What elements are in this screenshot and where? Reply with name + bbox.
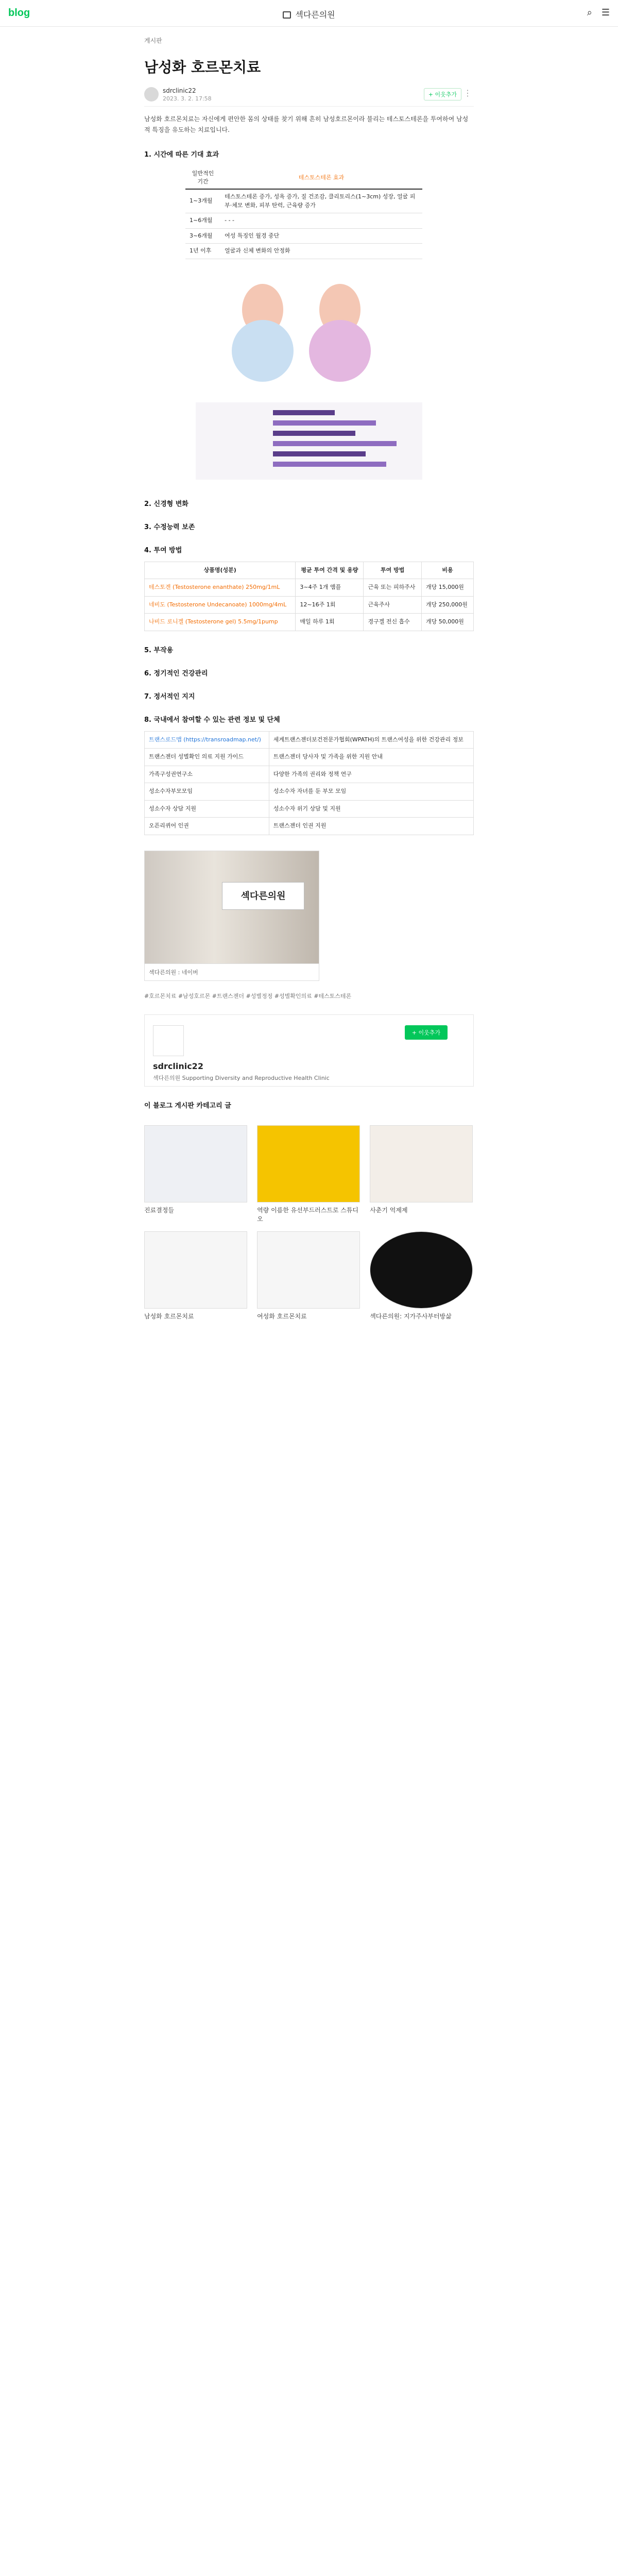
post-date: 2023. 3. 2. 17:58	[163, 95, 212, 102]
card-title[interactable]: 섹다른의원: 지가주사부터방삶	[370, 1313, 452, 1320]
table-cell: 가족구성권연구소	[145, 766, 269, 783]
related-cards	[144, 1125, 474, 1223]
table-header: 상품명(성분)	[145, 562, 296, 579]
post-title: 남성화 호르몬치료	[144, 59, 261, 76]
table-header: 테스토스테론 효과	[220, 166, 422, 189]
table-cell: 성소수자 자녀를 둔 부모 모임	[269, 783, 473, 801]
table-cell: 트랜스젠더 당사자 및 가족을 위한 지원 안내	[269, 749, 473, 766]
table-row	[145, 818, 474, 835]
blog-logo[interactable]: blog	[8, 7, 30, 19]
profile-desc: 섹다른의원 Supporting Diversity and Reproductive Health Clinic	[153, 1075, 330, 1082]
section-8: 8. 국내에서 참여할 수 있는 관련 정보 및 단체	[144, 716, 280, 724]
search-icon[interactable]: ⌕	[587, 7, 592, 18]
photo-caption[interactable]: 섹다른의원 : 네이버	[144, 964, 319, 981]
table-row	[145, 579, 474, 597]
table-cell: 경구겔 전신 흡수	[364, 614, 422, 631]
table-cell: 12~16주 1회	[296, 596, 364, 614]
table-row	[145, 766, 474, 783]
section-3: 3. 수정능력 보존	[144, 523, 195, 531]
table-cell: 테스토겐 (Testosterone enanthate) 250mg/1mL	[145, 579, 296, 597]
related-card[interactable]	[257, 1231, 360, 1320]
table-cell: 3~6개월	[185, 228, 220, 244]
more-icon[interactable]: ⋮	[464, 88, 472, 98]
cards-title: 이 블로그 게시판 카테고리 글	[144, 1102, 231, 1110]
card-image	[257, 1125, 360, 1202]
table-row	[185, 189, 422, 213]
profile-box	[144, 1014, 474, 1087]
methods-table	[144, 562, 474, 631]
table-cell: 1~6개월	[185, 213, 220, 229]
section-2: 2. 신경형 변화	[144, 500, 188, 508]
table-cell: - - -	[220, 213, 422, 229]
home-icon	[283, 11, 291, 19]
table-header: 평균 투여 간격 및 용량	[296, 562, 364, 579]
card-image	[370, 1231, 473, 1309]
blog-name-text: 섹다른의원	[295, 10, 335, 20]
body-diagram	[144, 268, 474, 485]
section-6: 6. 정기적인 건강관리	[144, 669, 208, 677]
table-cell: 근육주사	[364, 596, 422, 614]
table-cell: 성소수자 상담 지원	[145, 800, 269, 818]
menu-icon[interactable]: ☰	[601, 7, 610, 18]
table-cell: 1~3개월	[185, 189, 220, 213]
table-cell: 여성 특징인 월경 중단	[220, 228, 422, 244]
related-card[interactable]	[144, 1125, 247, 1214]
table-cell: 근육 또는 피하주사	[364, 579, 422, 597]
category[interactable]: 게시판	[144, 37, 162, 44]
card-title[interactable]: 사춘기 억제제	[370, 1207, 408, 1214]
table-cell: 개당 50,000원	[421, 614, 473, 631]
table-cell: 개당 15,000원	[421, 579, 473, 597]
table-row	[145, 596, 474, 614]
table-cell: 얼굴과 신체 변화의 안정화	[220, 244, 422, 259]
effects-table	[185, 166, 422, 259]
table-header: 투여 방법	[364, 562, 422, 579]
section-1: 1. 시간에 따른 기대 효과	[144, 151, 219, 159]
clinic-photo[interactable]	[144, 851, 319, 964]
related-card[interactable]	[370, 1125, 473, 1214]
table-cell: 1년 이후	[185, 244, 220, 259]
table-cell: 개당 250,000원	[421, 596, 473, 614]
table-row	[185, 213, 422, 229]
card-title[interactable]: 남성화 호르몬치료	[144, 1313, 194, 1320]
author[interactable]: sdrclinic22	[163, 87, 196, 94]
profile-name[interactable]: sdrclinic22	[153, 1061, 203, 1072]
table-row	[185, 228, 422, 244]
table-row	[145, 783, 474, 801]
table-cell: 트랜스젠더 성별확인 의료 지원 가이드	[145, 749, 269, 766]
table-row	[145, 800, 474, 818]
avatar[interactable]	[144, 87, 159, 101]
table-cell: 테스토스테론 증가, 성욕 증가, 질 건조감, 클리토리스(1~3cm) 성장, 얼굴 피부·체모 변화, 피부 탄력, 근육량 증가	[220, 189, 422, 213]
table-cell: 성소수자부모모임	[145, 783, 269, 801]
related-card[interactable]	[370, 1231, 473, 1320]
table-cell: 3~4주 1개 앰플	[296, 579, 364, 597]
post-meta	[144, 86, 474, 107]
top-bar	[0, 0, 618, 27]
card-image	[144, 1231, 247, 1309]
add-neighbor-button[interactable]: + 이웃추가	[424, 88, 461, 100]
table-row	[145, 749, 474, 766]
table-row	[145, 731, 474, 749]
table-cell: 다양한 가족의 권리와 정책 연구	[269, 766, 473, 783]
body-illustration	[144, 268, 474, 485]
clinic-sign: 섹다른의원	[222, 882, 304, 910]
intro-text: 남성화 호르몬치료는 자신에게 편안한 몸의 상태를 찾기 위해 흔히 남성호르몬이라 불리는 테스토스테론을 투여하여 남성적 특징을 유도하는 치료입니다.	[144, 115, 469, 133]
neighbor-button[interactable]: + 이웃추가	[405, 1025, 448, 1040]
related-cards-2	[144, 1231, 474, 1320]
orgs-table	[144, 731, 474, 835]
table-cell: 트랜스젠더 인권 지원	[269, 818, 473, 835]
table-cell: 나비드 로니겔 (Testosterone gel) 5.5mg/1pump	[145, 614, 296, 631]
profile-image[interactable]	[153, 1025, 184, 1056]
table-cell: 오픈리퀴어 인권	[145, 818, 269, 835]
card-title[interactable]: 여성화 호르몬치료	[257, 1313, 307, 1320]
table-cell: 매일 하루 1회	[296, 614, 364, 631]
table-cell: 성소수자 위기 상담 및 지원	[269, 800, 473, 818]
related-card[interactable]	[144, 1231, 247, 1320]
org-link[interactable]: 트랜스로드맵 (https://transroadmap.net/)	[145, 731, 269, 749]
section-4: 4. 투여 방법	[144, 546, 182, 554]
related-card[interactable]	[257, 1125, 360, 1223]
table-row	[185, 244, 422, 259]
post	[144, 36, 474, 1320]
blog-name[interactable]	[0, 8, 618, 20]
card-image	[144, 1125, 247, 1202]
table-cell: 세계트랜스젠더보건전문가협회(WPATH)의 트랜스여성을 위한 건강관리 정보	[269, 731, 473, 749]
card-title[interactable]: 진료결정들	[144, 1207, 174, 1214]
card-image	[370, 1125, 473, 1202]
table-header: 비용	[421, 562, 473, 579]
section-5: 5. 부작용	[144, 646, 174, 654]
table-row	[145, 614, 474, 631]
section-7: 7. 정서적인 지지	[144, 692, 195, 701]
card-image	[257, 1231, 360, 1309]
card-title[interactable]: 역량 이름한 유선부드러스트로 스튜디오	[257, 1207, 359, 1223]
table-cell: 네비도 (Testosterone Undecanoate) 1000mg/4mL	[145, 596, 296, 614]
table-header: 일반적인 기간	[185, 166, 220, 189]
tags[interactable]: #호르몬치료 #남성호르몬 #트랜스젠더 #성별정정 #성별확인의료 #테스토스테론	[144, 992, 352, 999]
